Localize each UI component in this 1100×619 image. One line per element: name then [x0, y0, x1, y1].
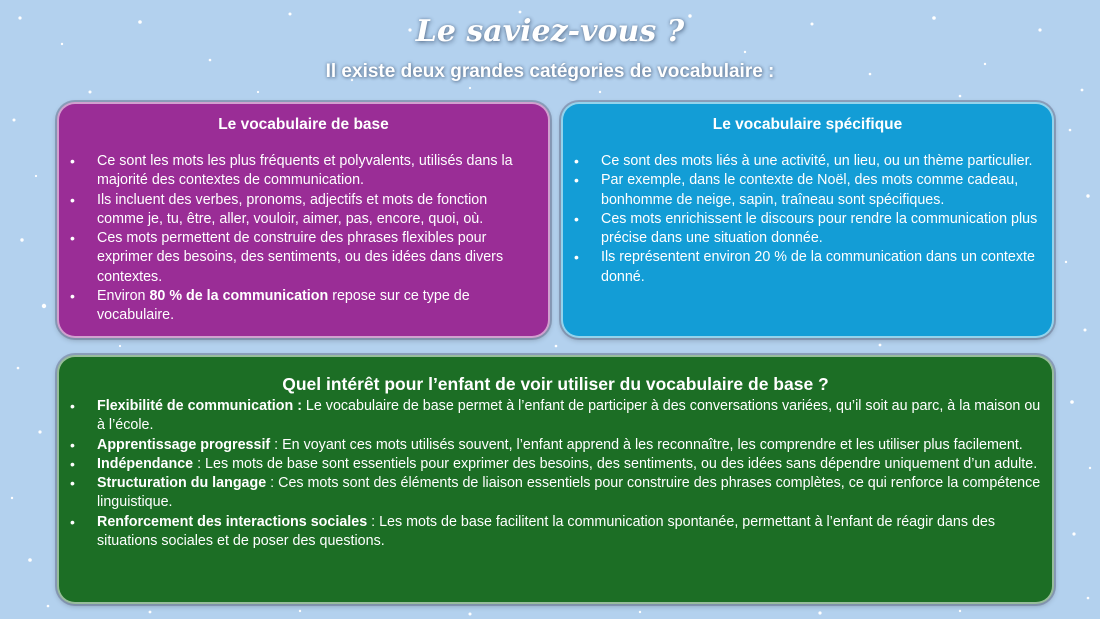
basic-vocabulary-list	[59, 152, 548, 326]
list-item-text: : Les mots de base sont essentiels pour exprimer des besoins, des sentiments, ou des idées sans dépendre uniquement d’un adulte.	[193, 455, 1038, 472]
list-item-label: Indépendance	[97, 455, 194, 472]
list-item-label: Structuration du langage	[97, 475, 267, 492]
list-item: • Ce sont des mots liés à une activité, un lieu, ou un thème particulier.	[601, 152, 1040, 171]
list-item-label: Flexibilité de communication :	[97, 398, 302, 414]
list-item: • Ces mots enrichissent le discours pour rendre la communication plus précise dans une situation donnée.	[601, 210, 1040, 249]
list-item: • Ils représentent environ 20 % de la communication dans un contexte donné.	[601, 248, 1040, 287]
list-item-label: Apprentissage progressif	[97, 436, 271, 453]
list-item: • Ces mots permettent de construire des phrases flexibles pour exprimer des besoins, des sentiments, ou des idées dans divers contextes.	[97, 229, 536, 287]
basic-vocabulary-box	[57, 102, 550, 338]
list-item: • Ce sont les mots les plus fréquents et polyvalents, utilisés dans la majorité des contextes de communication.	[97, 152, 536, 191]
list-item-highlight: 80 % de la communication	[149, 288, 329, 305]
list-item: • Par exemple, dans le contexte de Noël, des mots comme cadeau, bonhomme de neige, sapin, traîneau sont spécifiques.	[601, 171, 1040, 210]
list-item: • Ils incluent des verbes, pronoms, adjectifs et mots de fonction comme je, tu, être, aller, vouloir, aimer, pas, encore, quoi, où.	[97, 191, 536, 230]
page-title: Le saviez-vous ?	[415, 14, 685, 49]
list-item-text: : Les mots de base facilitent la communication spontanée, permettant à l’enfant de réagir dans des situations sociales et de poser des questions.	[97, 513, 995, 550]
list-item-label: Renforcement des interactions sociales	[97, 513, 368, 530]
list-item	[97, 397, 1042, 436]
page-subtitle: Il existe deux grandes catégories de vocabulaire :	[325, 61, 775, 82]
list-item	[97, 474, 1042, 513]
specific-vocabulary-list	[563, 152, 1052, 287]
list-item	[97, 513, 1042, 552]
child-interest-list	[59, 397, 1052, 551]
list-item-text: : En voyant ces mots utilisés souvent, l’enfant apprend à les reconnaître, les comprendre et les utiliser plus facilement.	[270, 436, 1023, 453]
child-interest-box	[57, 355, 1054, 604]
basic-vocabulary-title: Le vocabulaire de base	[218, 116, 389, 133]
list-item-prefix: Environ	[97, 288, 150, 305]
specific-vocabulary-box	[561, 102, 1054, 338]
list-item	[97, 455, 1042, 474]
list-item	[97, 436, 1042, 455]
list-item-suffix: repose sur ce type de vocabulaire.	[97, 288, 470, 324]
list-item-text: Le vocabulaire de base permet à l’enfant de participer à des conversations variées, qu’il soit au parc, à la maison ou à l’école.	[97, 398, 1041, 434]
child-interest-title: Quel intérêt pour l’enfant de voir utiliser du vocabulaire de base ?	[282, 374, 829, 394]
list-item	[97, 287, 536, 326]
list-item-text: : Ces mots sont des éléments de liaison essentiels pour construire des phrases complètes, ce qui renforce la compétence linguistique.	[97, 475, 1041, 511]
specific-vocabulary-title: Le vocabulaire spécifique	[712, 116, 903, 133]
